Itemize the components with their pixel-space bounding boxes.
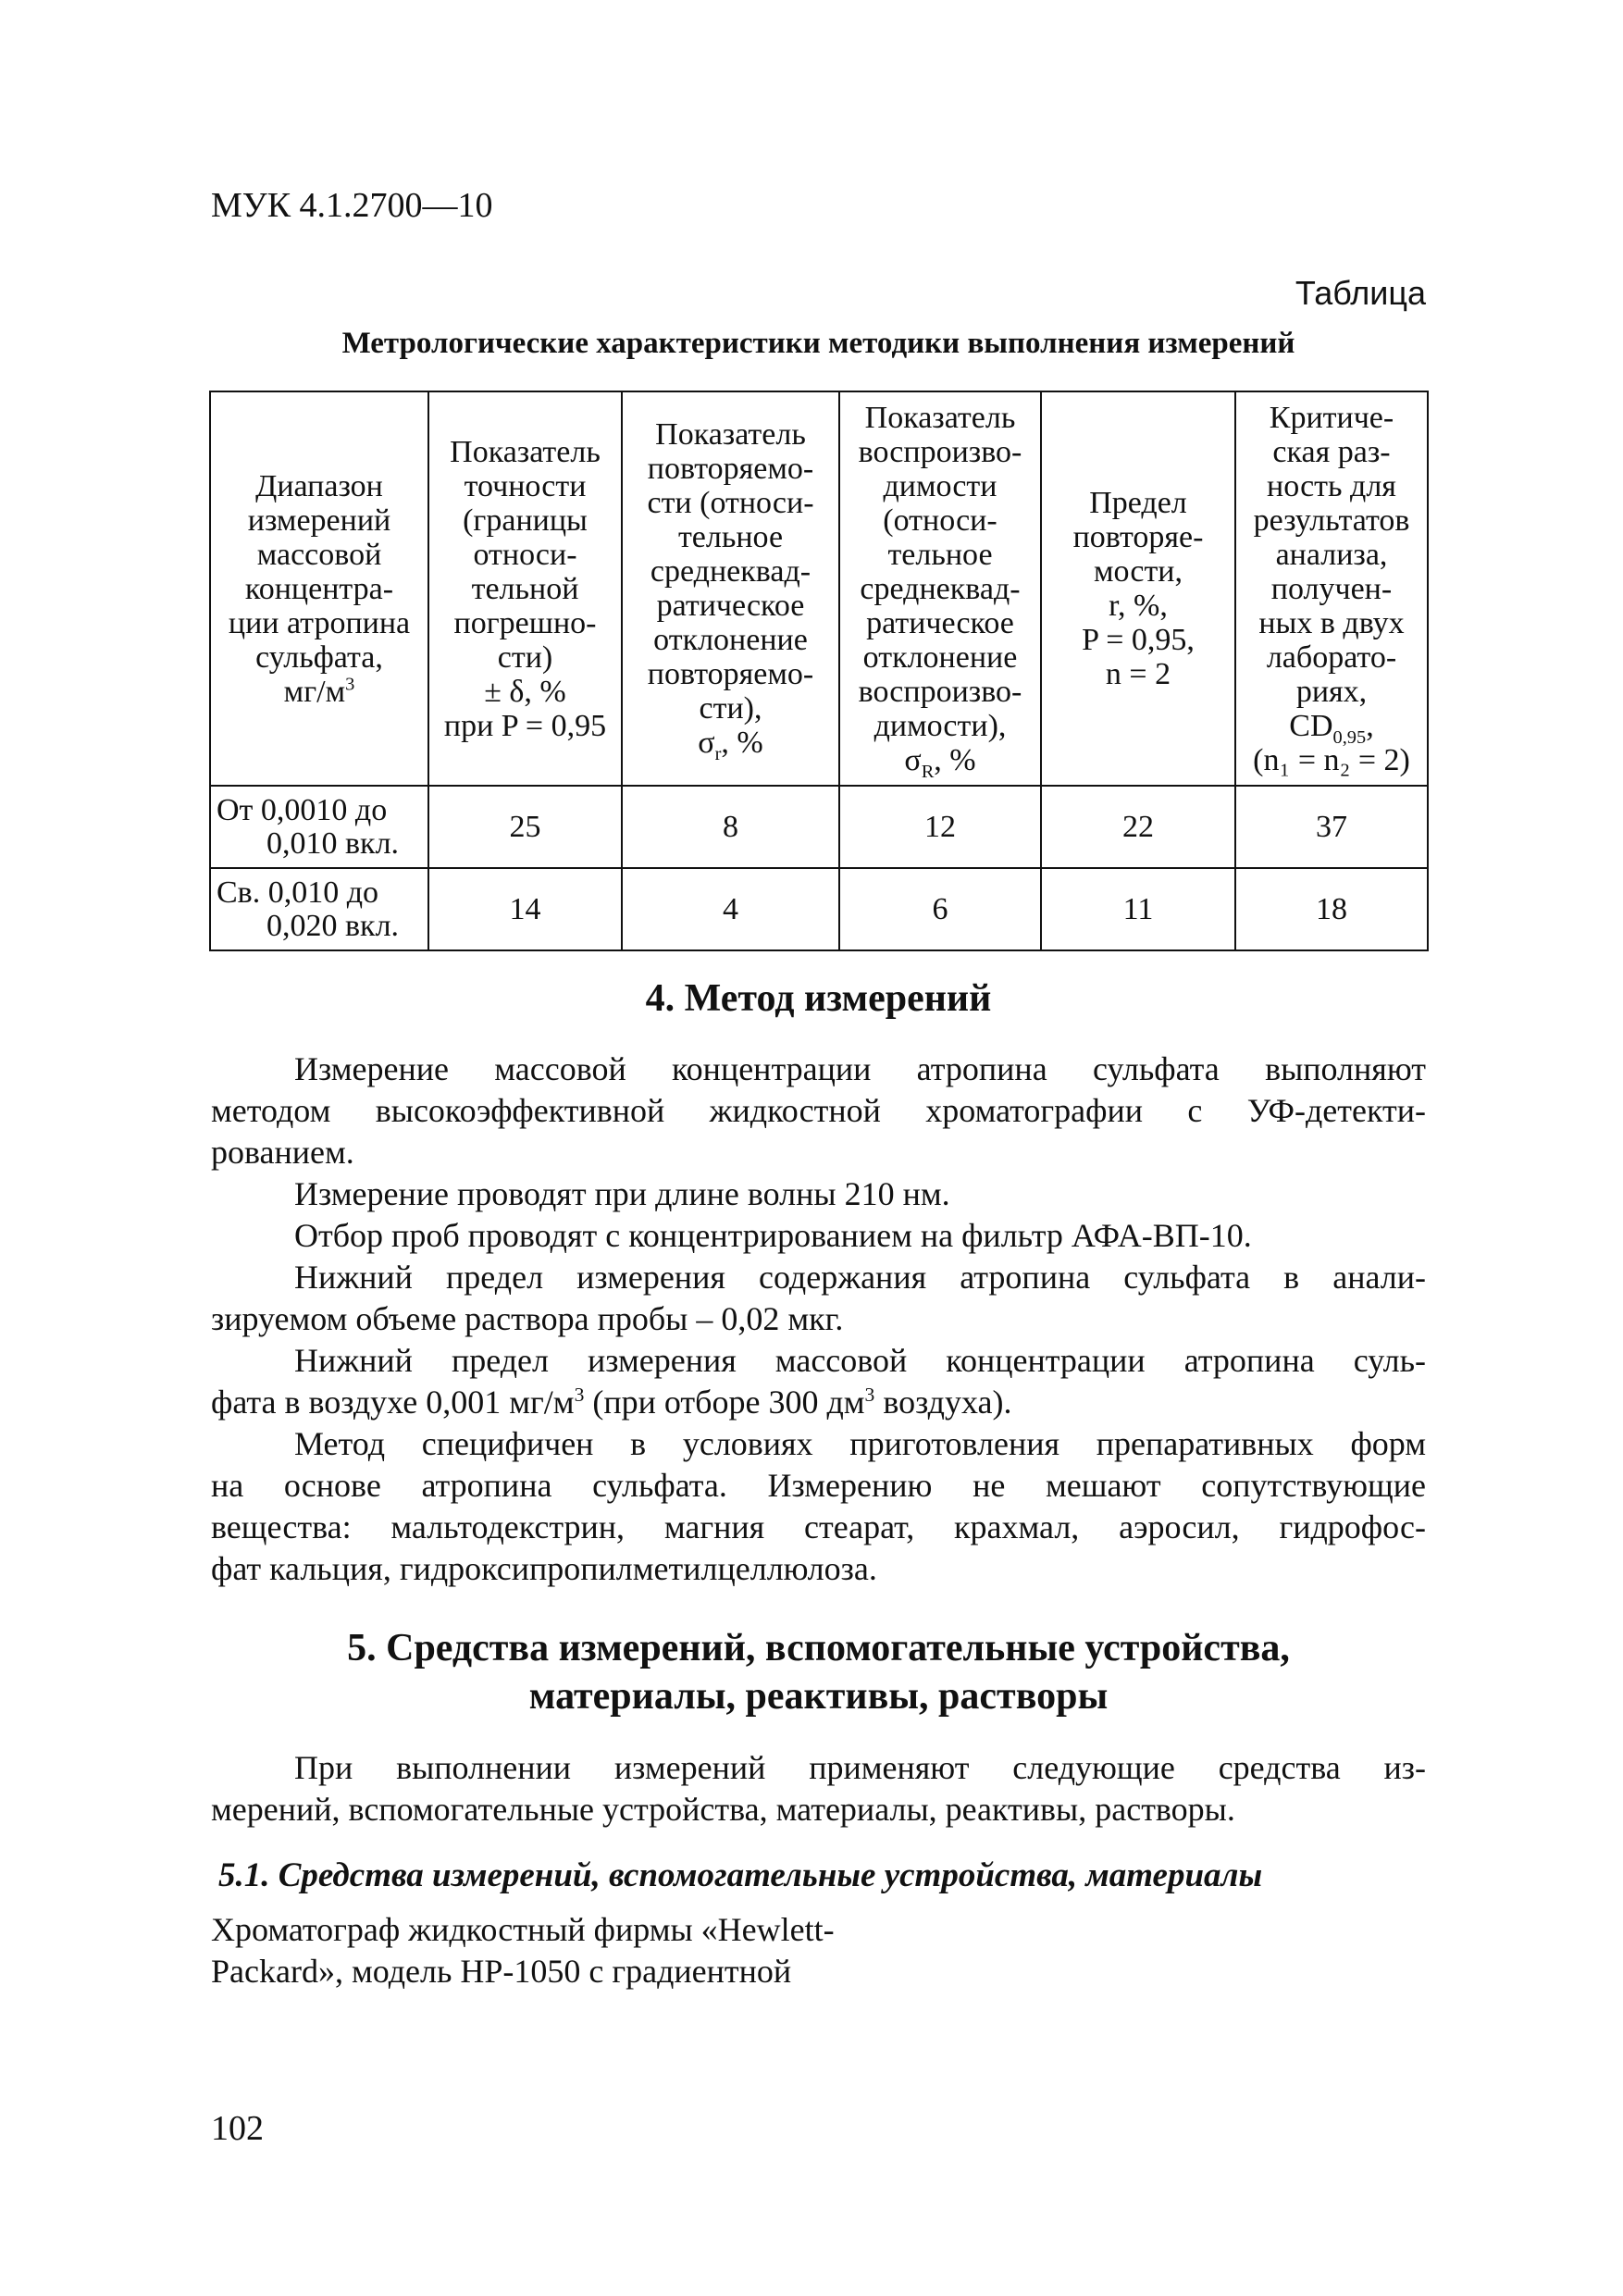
table-caption: Метрологические характеристики методики выполнения измерений: [341, 327, 1295, 360]
header-cell-accuracy: Показатель точности (границы относи- тельной погрешно- сти) ± δ, % при P = 0,95: [428, 391, 622, 786]
section-5-paragraph-1: При выполнении измерений применяют следующие средства из- мерений, вспомогательные устройства, материалы, реактивы, растворы.: [211, 1749, 1426, 1828]
section-4-paragraph-5: Нижний предел измерения массовой концентрации атропина суль- фата в воздухе 0,001 $мг/м^3$ (при отборе 300 $дм^3$ воздуха).: [211, 1342, 1426, 1421]
value-cell: 4: [622, 868, 839, 950]
header-cell-critical-difference: Критиче- ская раз- ность для результатов анализа, получен- ных в двух лаборато- риях, $CD_{0,95}$, (n₁ = n₂ = 2): [1235, 391, 1428, 786]
table-row: [210, 786, 1428, 868]
section-4-paragraph-4: Нижний предел измерения содержания атропина сульфата в анали- зируемом объеме раствора пробы – 0,02 мкг.: [211, 1259, 1426, 1337]
equipment-item: Хроматограф жидкостный фирмы «Hewlett- Packard», модель HP-1050 с градиентной: [211, 1911, 835, 1990]
value-cell: 37: [1235, 786, 1428, 868]
header-cell-range: Диапазон измерений массовой концентра- ции атропина сульфата, $мг/м^3$: [210, 391, 428, 786]
value-cell: 14: [428, 868, 622, 950]
value-cell: 25: [428, 786, 622, 868]
value-cell: 6: [839, 868, 1041, 950]
section-4-paragraph-2: Измерение проводят при длине волны 210 нм.: [294, 1175, 950, 1212]
section-4-paragraph-6: Метод специфичен в условиях приготовления препаративных форм на основе атропина сульфата. Измерению не мешают сопутствующие вещества: мальтодекстрин, магния стеарат, крахмал, аэросил, гидрофос- фат кальция, гидроксипропилметилцеллюлоза.: [211, 1425, 1426, 1587]
value-cell: 18: [1235, 868, 1428, 950]
table-header-row: [210, 391, 1428, 786]
header-cell-repeatability: Показатель повторяемо- сти (относи- тельное среднеквад- ратическое отклонение повторяемо- сти), $\sigma_r$, %: [622, 391, 839, 786]
document-code: МУК 4.1.2700—10: [211, 186, 493, 225]
value-cell: 12: [839, 786, 1041, 868]
value-cell: 11: [1041, 868, 1235, 950]
page-number: 102: [211, 2109, 264, 2148]
subsection-5-1-title: 5.1. Средства измерений, вспомогательные устройства, материалы: [218, 1856, 1263, 1894]
header-cell-repeatability-limit: Предел повторяе- мости, r, %, P = 0,95, n = 2: [1041, 391, 1235, 786]
range-cell: От 0,0010 до 0,010 вкл.: [210, 786, 428, 868]
metrology-table: [209, 391, 1429, 951]
section-5-title: 5. Средства измерений, вспомогательные устройства, материалы, реактивы, растворы: [347, 1627, 1290, 1718]
table-label: Таблица: [1295, 274, 1426, 312]
value-cell: 8: [622, 786, 839, 868]
value-cell: 22: [1041, 786, 1235, 868]
header-cell-reproducibility: Показатель воспроизво- димости (относи- тельное среднеквад- ратическое отклонение воспроизво- димости), $\sigma_R$, %: [839, 391, 1041, 786]
section-4-paragraph-1: Измерение массовой концентрации атропина сульфата выполняют методом высокоэффективной жидкостной хроматографии с УФ-детекти- рованием.: [211, 1050, 1426, 1171]
section-4-paragraph-3: Отбор проб проводят с концентрированием на фильтр АФА-ВП-10.: [294, 1217, 1252, 1254]
section-4-title: 4. Метод измерений: [645, 977, 992, 1020]
table-row: [210, 868, 1428, 950]
range-cell: Св. 0,010 до 0,020 вкл.: [210, 868, 428, 950]
